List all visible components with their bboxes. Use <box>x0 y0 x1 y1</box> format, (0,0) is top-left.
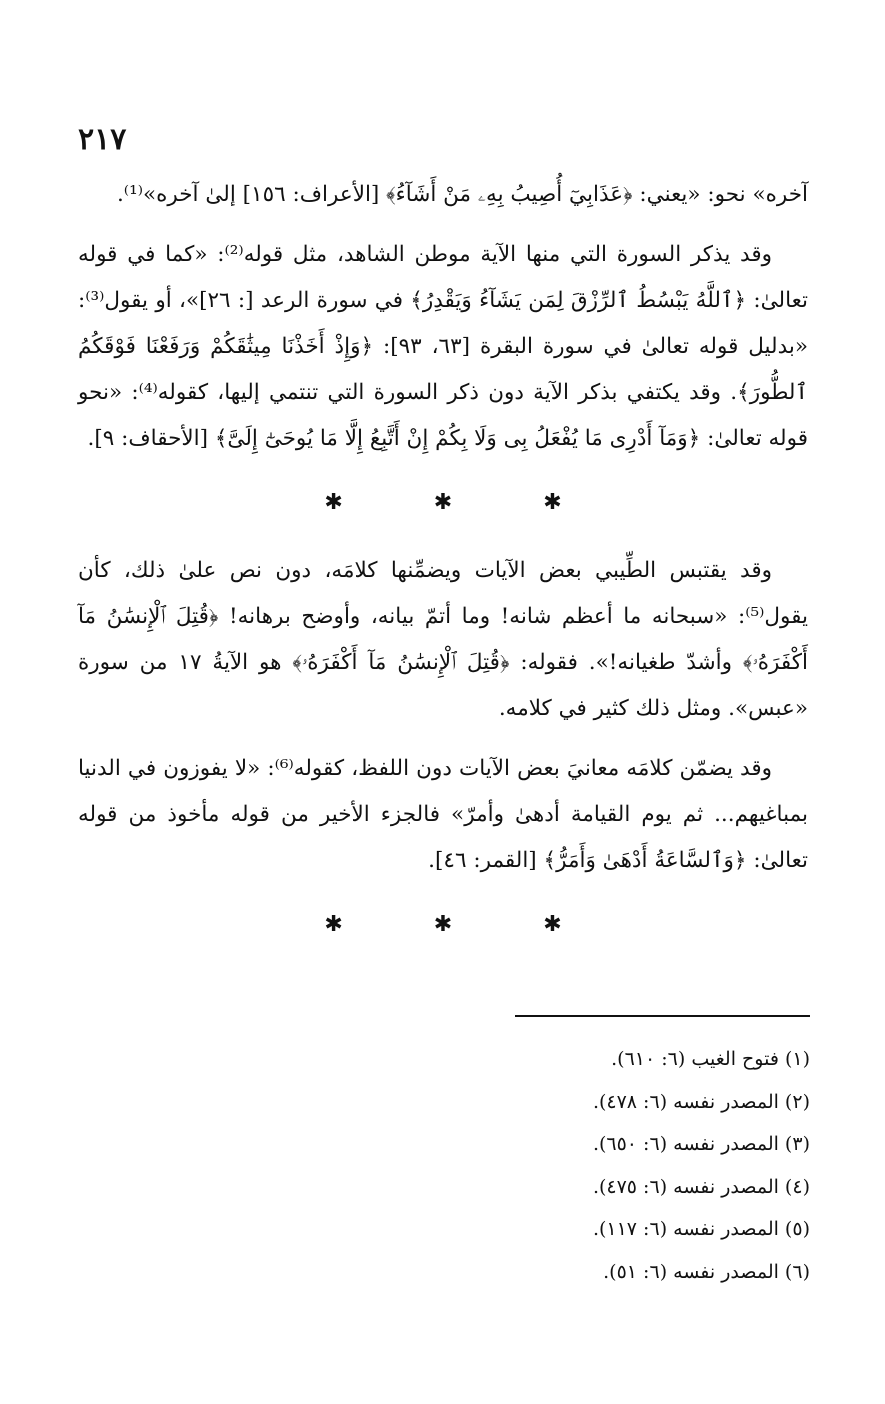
section-separator-1: ✱ ✱ ✱ <box>324 490 604 515</box>
paragraph-4: وقد يضمّن كلامَه معانيَ بعض الآيات دون اللفظ، كقوله⁽⁶⁾: «لا يفوزون في الدنيا بمباغيهم... ثم يوم القيامة أدهىٰ وأمرّ» فالجزء الأخير من قوله مأخوذ من قوله تعالىٰ: ﴿وَٱلسَّاعَةُ أَدْهَىٰ وَأَمَرُّ﴾ [القمر: ٤٦]. <box>78 756 808 873</box>
footnote-divider <box>515 1015 810 1017</box>
main-text <box>78 172 808 970</box>
section-separator-2: ✱ ✱ ✱ <box>324 912 604 937</box>
footnote-1: (١) فتوح الغيب (٦: ٦١٠). <box>611 1048 810 1070</box>
footnote-5: (٥) المصدر نفسه (٦: ١١٧). <box>592 1218 810 1241</box>
paragraph-2: وقد يذكر السورة التي منها الآية موطن الشاهد، مثل قوله⁽²⁾: «كما في قوله تعالىٰ: ﴿ٱللَّهُ يَبْسُطُ ٱلرِّزْقَ لِمَن يَشَآءُ وَيَقْدِرُ﴾ في سورة الرعد [: ٢٦]»، أو يقول⁽³⁾: «بدليل قوله تعالىٰ في سورة البقرة [٦٣، ٩٣]: ﴿وَإِذْ أَخَذْنَا مِيثَٰقَكُمْ وَرَفَعْنَا فَوْقَكُمُ ٱلطُّورَ﴾. وقد يكتفي بذكر الآية دون ذكر السورة التي تنتمي إليها، كقوله⁽⁴⁾: «نحو قوله تعالىٰ: ﴿وَمَآ أَدْرِى مَا يُفْعَلُ بِى وَلَا بِكُمْ إِنْ أَتَّبِعُ إِلَّا مَا يُوحَىٰٓ إِلَىَّ﴾ [الأحقاف: ٩]. <box>78 242 808 451</box>
paragraph-1: آخره» نحو: «يعني: ﴿عَذَابِيٓ أُصِيبُ بِهِۦ مَنْ أَشَآءُ﴾ [الأعراف: ١٥٦] إلىٰ آخره»⁽¹⁾. <box>116 182 808 207</box>
footnote-6: (٦) المصدر نفسه (٦: ٥١). <box>603 1260 810 1283</box>
footnote-3: (٣) المصدر نفسه (٦: ٦٥٠). <box>592 1133 810 1156</box>
footnote-4: (٤) المصدر نفسه (٦: ٤٧٥). <box>592 1175 810 1198</box>
page-number: ٢١٧ <box>78 122 127 157</box>
paragraph-3: وقد يقتبس الطِّيبي بعض الآيات ويضمِّنها كلامَه، دون نص علىٰ ذلك، كأن يقول⁽⁵⁾: «سبحانه ما أعظم شانه! وما أتمّ بيانه، وأوضح برهانه! ﴿قُتِلَ ٱلْإِنسَٰنُ مَآ أَكْفَرَهُۥ﴾ وأشدّ طغيانه!». فقوله: ﴿قُتِلَ ٱلْإِنسَٰنُ مَآ أَكْفَرَهُۥ﴾ هو الآيةُ ١٧ من سورة «عبس». ومثل ذلك كثير في كلامه. <box>78 558 808 721</box>
footnotes <box>415 1038 810 1294</box>
footnote-2: (٢) المصدر نفسه (٦: ٤٧٨). <box>592 1090 810 1113</box>
